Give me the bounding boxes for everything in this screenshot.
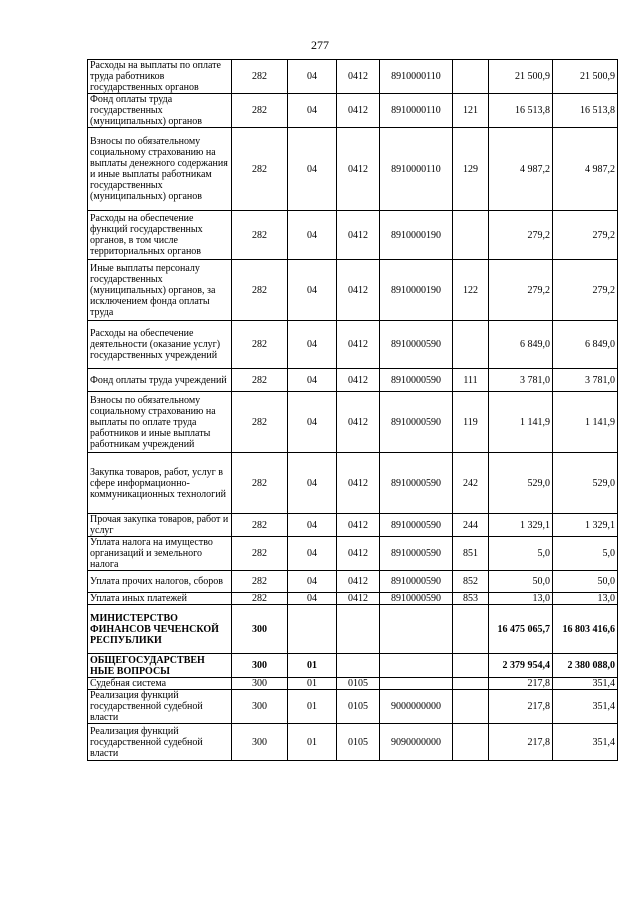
row-name: Иные выплаты персоналу государственных (муниципальных) органов, за исключением фонда оплаты труда [88, 260, 232, 321]
target-article-code [380, 605, 453, 654]
row-name: Расходы на выплаты по оплате труда работников государственных органов [88, 60, 232, 94]
amount-year-2: 351,4 [553, 678, 618, 690]
row-name: Фонд оплаты труда государственных (муниципальных) органов [88, 94, 232, 128]
amount-year-1: 16 513,8 [489, 94, 553, 128]
subsection-code: 0105 [337, 678, 380, 690]
target-article-code: 8910000110 [380, 128, 453, 211]
target-article-code: 8910000590 [380, 392, 453, 453]
amount-year-2: 1 329,1 [553, 514, 618, 537]
subsection-code: 0412 [337, 60, 380, 94]
table-row [88, 94, 618, 128]
grbs-code: 282 [232, 537, 288, 571]
amount-year-2: 5,0 [553, 537, 618, 571]
subsection-code: 0105 [337, 690, 380, 724]
subsection-code: 0412 [337, 321, 380, 369]
section-code: 04 [288, 453, 337, 514]
section-code: 01 [288, 678, 337, 690]
grbs-code: 282 [232, 211, 288, 260]
amount-year-1: 217,8 [489, 724, 553, 761]
table-row [88, 211, 618, 260]
amount-year-1: 217,8 [489, 678, 553, 690]
subsection-code [337, 654, 380, 678]
expense-type-code [453, 605, 489, 654]
table-row [88, 724, 618, 761]
section-code: 04 [288, 537, 337, 571]
table-row [88, 260, 618, 321]
expense-type-code: 851 [453, 537, 489, 571]
amount-year-1: 16 475 065,7 [489, 605, 553, 654]
subsection-code: 0412 [337, 392, 380, 453]
expense-type-code [453, 678, 489, 690]
target-article-code: 8910000590 [380, 537, 453, 571]
grbs-code: 282 [232, 60, 288, 94]
amount-year-1: 529,0 [489, 453, 553, 514]
amount-year-1: 50,0 [489, 571, 553, 593]
section-code: 04 [288, 321, 337, 369]
amount-year-1: 1 141,9 [489, 392, 553, 453]
section-code: 04 [288, 571, 337, 593]
subsection-code: 0412 [337, 537, 380, 571]
section-code: 04 [288, 593, 337, 605]
subsection-code: 0412 [337, 369, 380, 392]
table-row [88, 392, 618, 453]
amount-year-2: 21 500,9 [553, 60, 618, 94]
row-name: Реализация функций государственной судебной власти [88, 690, 232, 724]
table-row [88, 690, 618, 724]
grbs-code: 282 [232, 514, 288, 537]
table-row [88, 678, 618, 690]
amount-year-2: 351,4 [553, 724, 618, 761]
expense-type-code [453, 724, 489, 761]
expense-type-code: 119 [453, 392, 489, 453]
amount-year-1: 13,0 [489, 593, 553, 605]
grbs-code: 282 [232, 321, 288, 369]
table-row [88, 593, 618, 605]
expense-type-code [453, 654, 489, 678]
grbs-code: 282 [232, 453, 288, 514]
target-article-code: 8910000190 [380, 260, 453, 321]
amount-year-1: 6 849,0 [489, 321, 553, 369]
target-article-code: 9090000000 [380, 724, 453, 761]
row-name: Фонд оплаты труда учреждений [88, 369, 232, 392]
amount-year-2: 529,0 [553, 453, 618, 514]
target-article-code: 8910000590 [380, 321, 453, 369]
expense-type-code [453, 690, 489, 724]
table-row [88, 321, 618, 369]
subsection-code: 0412 [337, 94, 380, 128]
target-article-code [380, 678, 453, 690]
amount-year-2: 4 987,2 [553, 128, 618, 211]
target-article-code: 8910000110 [380, 94, 453, 128]
section-code: 04 [288, 514, 337, 537]
row-name: Уплата иных платежей [88, 593, 232, 605]
subsection-code: 0412 [337, 453, 380, 514]
target-article-code: 8910000590 [380, 593, 453, 605]
budget-table [87, 59, 618, 761]
amount-year-2: 16 803 416,6 [553, 605, 618, 654]
grbs-code: 282 [232, 369, 288, 392]
amount-year-1: 5,0 [489, 537, 553, 571]
amount-year-1: 217,8 [489, 690, 553, 724]
amount-year-1: 2 379 954,4 [489, 654, 553, 678]
grbs-code: 282 [232, 128, 288, 211]
target-article-code: 8910000590 [380, 514, 453, 537]
grbs-code: 282 [232, 593, 288, 605]
section-code: 01 [288, 654, 337, 678]
amount-year-1: 21 500,9 [489, 60, 553, 94]
row-name: Расходы на обеспечение функций государственных органов, в том числе территориальных органов [88, 211, 232, 260]
expense-type-code: 242 [453, 453, 489, 514]
expense-type-code: 853 [453, 593, 489, 605]
amount-year-2: 6 849,0 [553, 321, 618, 369]
page-number: 277 [311, 38, 329, 52]
amount-year-2: 351,4 [553, 690, 618, 724]
table-row [88, 369, 618, 392]
expense-type-code: 129 [453, 128, 489, 211]
expense-type-code [453, 60, 489, 94]
section-code: 01 [288, 690, 337, 724]
amount-year-2: 2 380 088,0 [553, 654, 618, 678]
grbs-code: 282 [232, 571, 288, 593]
target-article-code: 9000000000 [380, 690, 453, 724]
target-article-code: 8910000190 [380, 211, 453, 260]
table-row [88, 128, 618, 211]
expense-type-code: 122 [453, 260, 489, 321]
table-row [88, 453, 618, 514]
section-code: 01 [288, 724, 337, 761]
row-name: Уплата налога на имущество организаций и земельного налога [88, 537, 232, 571]
section-code: 04 [288, 369, 337, 392]
row-name: Прочая закупка товаров, работ и услуг [88, 514, 232, 537]
subsection-code: 0412 [337, 571, 380, 593]
grbs-code: 282 [232, 260, 288, 321]
section-code [288, 605, 337, 654]
grbs-code: 300 [232, 605, 288, 654]
expense-type-code: 244 [453, 514, 489, 537]
table-row [88, 654, 618, 678]
grbs-code: 282 [232, 392, 288, 453]
amount-year-1: 3 781,0 [489, 369, 553, 392]
section-code: 04 [288, 392, 337, 453]
section-code: 04 [288, 211, 337, 260]
subsection-code: 0412 [337, 128, 380, 211]
section-code: 04 [288, 260, 337, 321]
table-row [88, 514, 618, 537]
table-row [88, 60, 618, 94]
amount-year-2: 279,2 [553, 260, 618, 321]
expense-type-code: 121 [453, 94, 489, 128]
table-row [88, 605, 618, 654]
section-code: 04 [288, 94, 337, 128]
amount-year-2: 1 141,9 [553, 392, 618, 453]
amount-year-2: 3 781,0 [553, 369, 618, 392]
expense-type-code: 111 [453, 369, 489, 392]
amount-year-2: 50,0 [553, 571, 618, 593]
row-name: МИНИСТЕРСТВО ФИНАНСОВ ЧЕЧЕНСКОЙ РЕСПУБЛИКИ [88, 605, 232, 654]
grbs-code: 282 [232, 94, 288, 128]
amount-year-2: 279,2 [553, 211, 618, 260]
row-name: Реализация функций государственной судебной власти [88, 724, 232, 761]
amount-year-1: 4 987,2 [489, 128, 553, 211]
subsection-code: 0412 [337, 593, 380, 605]
row-name: ОБЩЕГОСУДАРСТВЕН НЫЕ ВОПРОСЫ [88, 654, 232, 678]
target-article-code: 8910000110 [380, 60, 453, 94]
amount-year-1: 1 329,1 [489, 514, 553, 537]
target-article-code: 8910000590 [380, 453, 453, 514]
target-article-code [380, 654, 453, 678]
amount-year-1: 279,2 [489, 211, 553, 260]
amount-year-1: 279,2 [489, 260, 553, 321]
section-code: 04 [288, 60, 337, 94]
subsection-code [337, 605, 380, 654]
target-article-code: 8910000590 [380, 369, 453, 392]
grbs-code: 300 [232, 724, 288, 761]
row-name: Судебная система [88, 678, 232, 690]
amount-year-2: 13,0 [553, 593, 618, 605]
target-article-code: 8910000590 [380, 571, 453, 593]
subsection-code: 0412 [337, 211, 380, 260]
row-name: Взносы по обязательному социальному страхованию на выплаты денежного содержания и иные выплаты работникам государственных (муниципальных) органов [88, 128, 232, 211]
row-name: Взносы по обязательному социальному страхованию на выплаты по оплате труда работников и иные выплаты работникам учреждений [88, 392, 232, 453]
grbs-code: 300 [232, 678, 288, 690]
subsection-code: 0105 [337, 724, 380, 761]
subsection-code: 0412 [337, 514, 380, 537]
table-row [88, 537, 618, 571]
expense-type-code [453, 321, 489, 369]
section-code: 04 [288, 128, 337, 211]
row-name: Закупка товаров, работ, услуг в сфере информационно-коммуникационных технологий [88, 453, 232, 514]
expense-type-code: 852 [453, 571, 489, 593]
table-row [88, 571, 618, 593]
grbs-code: 300 [232, 654, 288, 678]
amount-year-2: 16 513,8 [553, 94, 618, 128]
subsection-code: 0412 [337, 260, 380, 321]
row-name: Расходы на обеспечение деятельности (оказание услуг) государственных учреждений [88, 321, 232, 369]
row-name: Уплата прочих налогов, сборов [88, 571, 232, 593]
expense-type-code [453, 211, 489, 260]
grbs-code: 300 [232, 690, 288, 724]
